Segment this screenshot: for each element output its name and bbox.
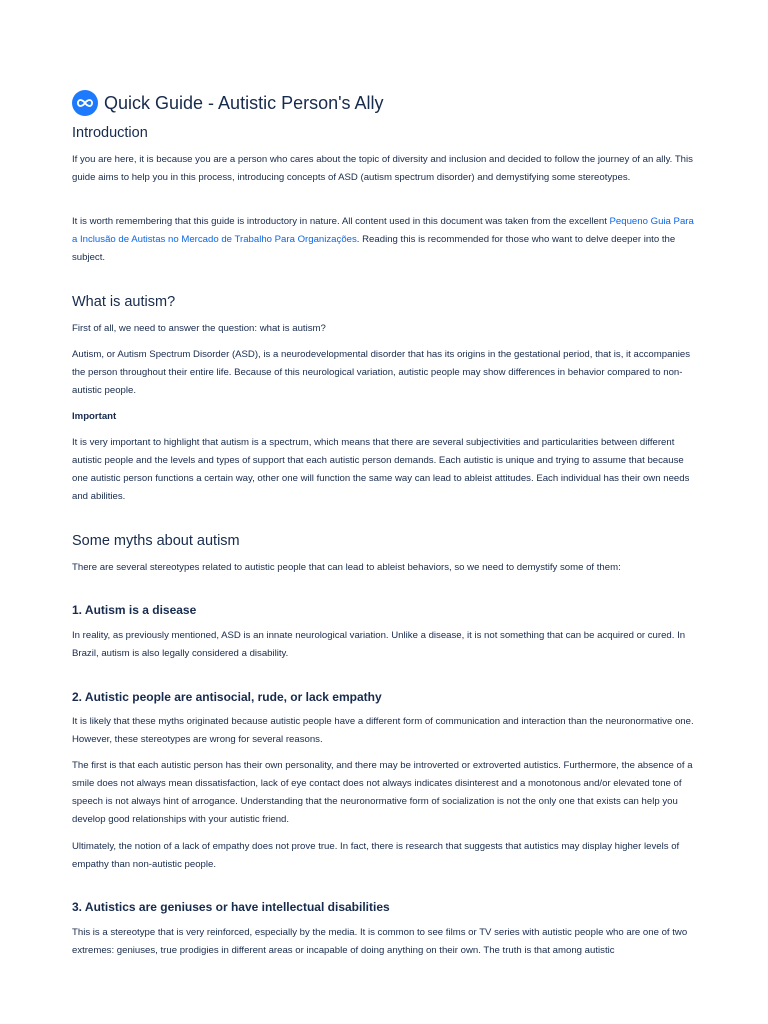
infinity-icon — [72, 90, 98, 116]
myth-1-paragraph: In reality, as previously mentioned, ASD is an innate neurological variation. Unlike a disease, it is not something that can be acquired or cured. In Brazil, autism is also legally considered a disability. — [72, 630, 686, 659]
myth-2-paragraph-3: Ultimately, the notion of a lack of empathy does not prove true. In fact, there is research that suggests that autistics may display higher levels of empathy than non-autistic people. — [72, 841, 680, 870]
heading-introduction: Introduction — [72, 125, 148, 141]
myth-3-paragraph: This is a stereotype that is very reinforced, especially by the media. It is common to see films or TV series with autistic people who are one of two extremes: geniuses, true prodigies in different areas or incapable of doing anything on their own. The truth is that among autistic — [72, 927, 688, 956]
autism-paragraph-3: It is very important to highlight that autism is a spectrum, which means that there are several subjectivities and particularities between different autistic people and the levels and types of support that each autistic person demands. Each autistic is unique and trying to assume that because one autistic person functions a certain way, other one will function the same way can lead to ableist attitudes. Each individual has their own needs and abilities. — [72, 437, 690, 502]
myth-2-paragraph-2: The first is that each autistic person has their own personality, and there may be introverted or extroverted autistics. Furthermore, the absence of a smile does not always mean dissatisfaction, lack of eye contact does not always indicates disinterest and a monotonous and/or elevated tone of speech is not always hint of arrogance. Understanding that the neuronormative form of socialization is not the only one that exists can help you develop good relationships with your autistic friend. — [72, 760, 693, 825]
myth-2-paragraph-1: It is likely that these myths originated because autistic people have a different form of communication and interaction than the neuronormative one. However, these stereotypes are wrong for several reasons. — [72, 716, 694, 745]
autism-paragraph-2: Autism, or Autism Spectrum Disorder (ASD), is a neurodevelopmental disorder that has its origins in the gestational period, that is, it accompanies the person throughout their entire life. Because of this neurological variation, autistic people may show differences in behavior compared to non-autistic people. — [72, 349, 691, 396]
myth-1-heading: 1. Autism is a disease — [72, 603, 197, 617]
page-title: Quick Guide - Autistic Person's Ally — [104, 92, 384, 113]
intro-paragraph-1: If you are here, it is because you are a person who cares about the topic of diversity and inclusion and decided to follow the journey of an ally. This guide aims to help you in this process, introducing concepts of ASD (autism spectrum disorder) and demystifying some stereotypes. — [72, 154, 693, 183]
heading-what-is-autism: What is autism? — [72, 294, 176, 310]
myth-2-heading: 2. Autistic people are antisocial, rude, or lack empathy — [72, 690, 382, 704]
myth-3-heading: 3. Autistics are geniuses or have intellectual disabilities — [72, 900, 390, 914]
intro-paragraph-2-text: It is worth remembering that this guide is introductory in nature. All content used in this document was taken from the excellent — [72, 216, 610, 227]
title-row — [72, 90, 384, 116]
heading-myths: Some myths about autism — [72, 533, 240, 549]
intro-paragraph-2 — [72, 213, 698, 267]
myths-intro: There are several stereotypes related to autistic people that can lead to ableist behaviors, so we need to demystify some of them: — [72, 562, 621, 573]
intro-paragraph-2-text-end: . Reading this is recommended for those who want to delve deeper into the subject. — [72, 234, 676, 263]
autism-paragraph-1: First of all, we need to answer the question: what is autism? — [72, 323, 326, 334]
important-label: Important — [72, 411, 117, 422]
guide-link[interactable]: Pequeno Guia Para a Inclusão de Autistas no Mercado de Trabalho Para Organizações — [72, 216, 694, 245]
